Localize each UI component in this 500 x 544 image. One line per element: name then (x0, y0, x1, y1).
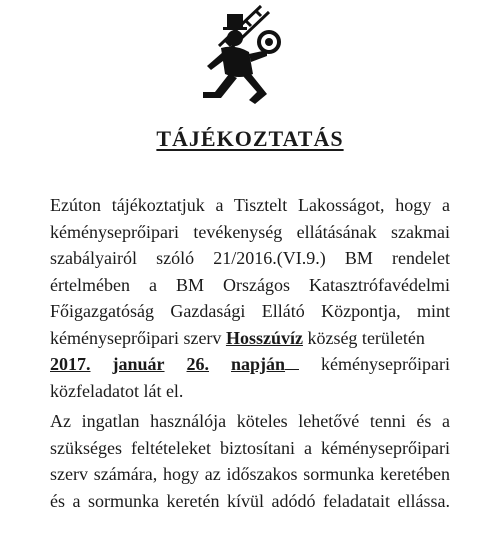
date-year: 2017. (50, 354, 91, 374)
page-title: TÁJÉKOZTATÁS (156, 126, 344, 151)
paragraph-1-line: kéményseprőipari tevékenység ellátásának szakmai (50, 221, 450, 242)
service-date-line (50, 351, 450, 378)
date-day: 26. (186, 354, 210, 374)
notice-body (50, 192, 450, 514)
text-fragment: kéményseprőipari (321, 354, 450, 374)
paragraph-1-line: közfeladatot lát el. (50, 380, 184, 401)
date-word: napján (231, 354, 286, 374)
underline-blank (285, 368, 299, 370)
paragraph-1-line: szabályairól szóló 21/2016.(VI.9.) BM rendelet (50, 248, 450, 268)
paragraph-2-line: Az ingatlan használója köteles lehetővé tenni és a (50, 411, 450, 431)
paragraph-2-line: szerv számára, hogy az időszakos sormunka keretében (50, 464, 450, 484)
paragraph-2-line: szükséges feltételeket biztosítani a kéményseprőipari (50, 437, 450, 458)
paragraph-1-line (50, 325, 450, 352)
text-fragment: község területén (302, 327, 425, 348)
paragraph-1-line: Ezúton tájékoztatjuk a Tisztelt Lakosságot, hogy a (50, 195, 450, 215)
paragraph-1-line: Főigazgatóság Gazdasági Ellátó Központja, mint (50, 301, 450, 321)
place-name: Hosszúvíz (225, 327, 303, 348)
chimney-sweep-logo (183, 0, 303, 108)
paragraph-2-line: és a sormunka keretén kívül adódó feladatait ellássa. (50, 490, 450, 511)
text-fragment: kéményseprőipari szerv (50, 327, 226, 348)
date-month: január (112, 354, 165, 374)
paragraph-1-line: értelmében a BM Országos Katasztrófavédelmi (50, 274, 450, 295)
